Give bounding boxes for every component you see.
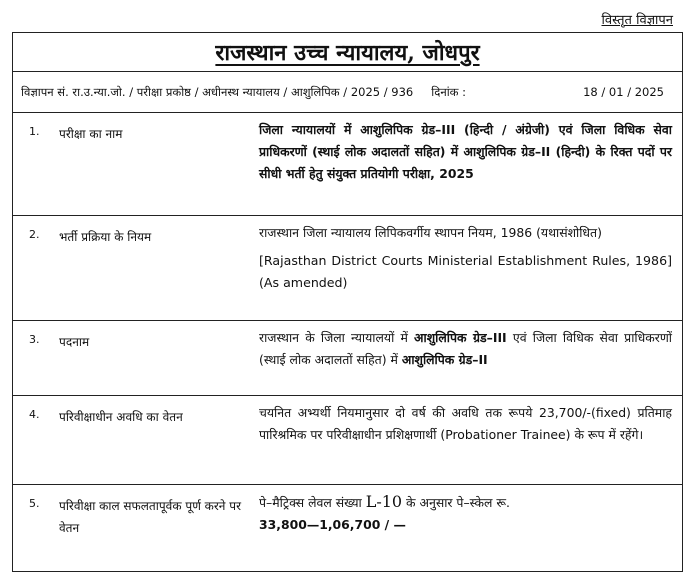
pay-level: L-10 [365,492,403,511]
table-row [13,485,682,565]
reference-number: रा.उ.न्या.जो. / परीक्षा प्रकोष्ठ / अधीनस्थ न्यायालय / आशुलिपिक / 2025 / 936 [72,84,414,99]
reference-row [13,72,682,113]
row-number: 3. [29,333,40,346]
pay-text: पे–मैट्रिक्स लेवल संख्या [259,495,362,510]
table-row [13,321,682,396]
row-label: परिवीक्षा काल सफलतापूर्वक पूर्ण करने पर वेतन [59,499,242,535]
date-label: दिनांक : [431,84,467,99]
row-label: भर्ती प्रक्रिया के नियम [59,230,152,244]
table-row [13,396,682,485]
rules-english: [Rajasthan District Courts Ministerial Establishment Rules, 1986] (As amended) [259,253,672,290]
page-title: राजस्थान उच्च न्यायालय, जोधपुर [13,33,682,72]
date-value: 18 / 01 / 2025 [583,85,664,99]
row-value [247,485,682,565]
row-value: जिला न्यायालयों में आशुलिपिक ग्रेड–III (हिन्दी / अंग्रेजी) एवं जिला विधिक सेवा प्राधिकरणों (स्थाई लोक अदालतों सहित) में आशुलिपिक ग्रेड–II (हिन्दी) के रिक्त पदों पर सीधी भर्ती हेतु संयुक्त प्रतियोगी परीक्षा, 2025 [259,122,672,181]
row-label: परिवीक्षाधीन अवधि का वेतन [59,410,183,424]
table-row [13,113,682,216]
row-number: 1. [29,125,40,138]
row-label: पदनाम [59,335,90,349]
reference-label: विज्ञापन सं. [21,84,69,99]
row-number: 5. [29,497,40,510]
pay-text: के अनुसार पे–स्केल रू. [406,495,510,510]
row-value: चयनित अभ्यर्थी नियमानुसार दो वर्ष की अवधि तक रूपये 23,700/-(fixed) प्रतिमाह पारिश्रमिक पर परिवीक्षाधीन प्रशिक्षणार्थी (Probationer Trainee) के रूप में रहेंगे। [259,405,672,442]
row-value [247,216,682,320]
row-value [247,321,682,395]
row-number: 2. [29,228,40,241]
row-number: 4. [29,408,40,421]
designation-text: एवं जिला विधिक सेवा प्राधिकरणों (स्थाई लोक अदालतों सहित) में [259,330,672,367]
row-label: परीक्षा का नाम [59,127,123,141]
notice-table [12,32,683,572]
advertisement-type-tag: विस्तृत विज्ञापन [601,13,673,28]
rules-hindi: राजस्थान जिला न्यायालय लिपिकवर्गीय स्थापन नियम, 1986 (यथासंशोधित) [259,225,602,240]
designation-grade-3: आशुलिपिक ग्रेड–III [414,330,507,345]
table-row [13,216,682,321]
designation-text: राजस्थान के जिला न्यायालयों में [259,330,408,345]
designation-grade-2: आशुलिपिक ग्रेड–II [401,352,488,367]
pay-scale: 33,800—1,06,700 / — [259,517,406,532]
